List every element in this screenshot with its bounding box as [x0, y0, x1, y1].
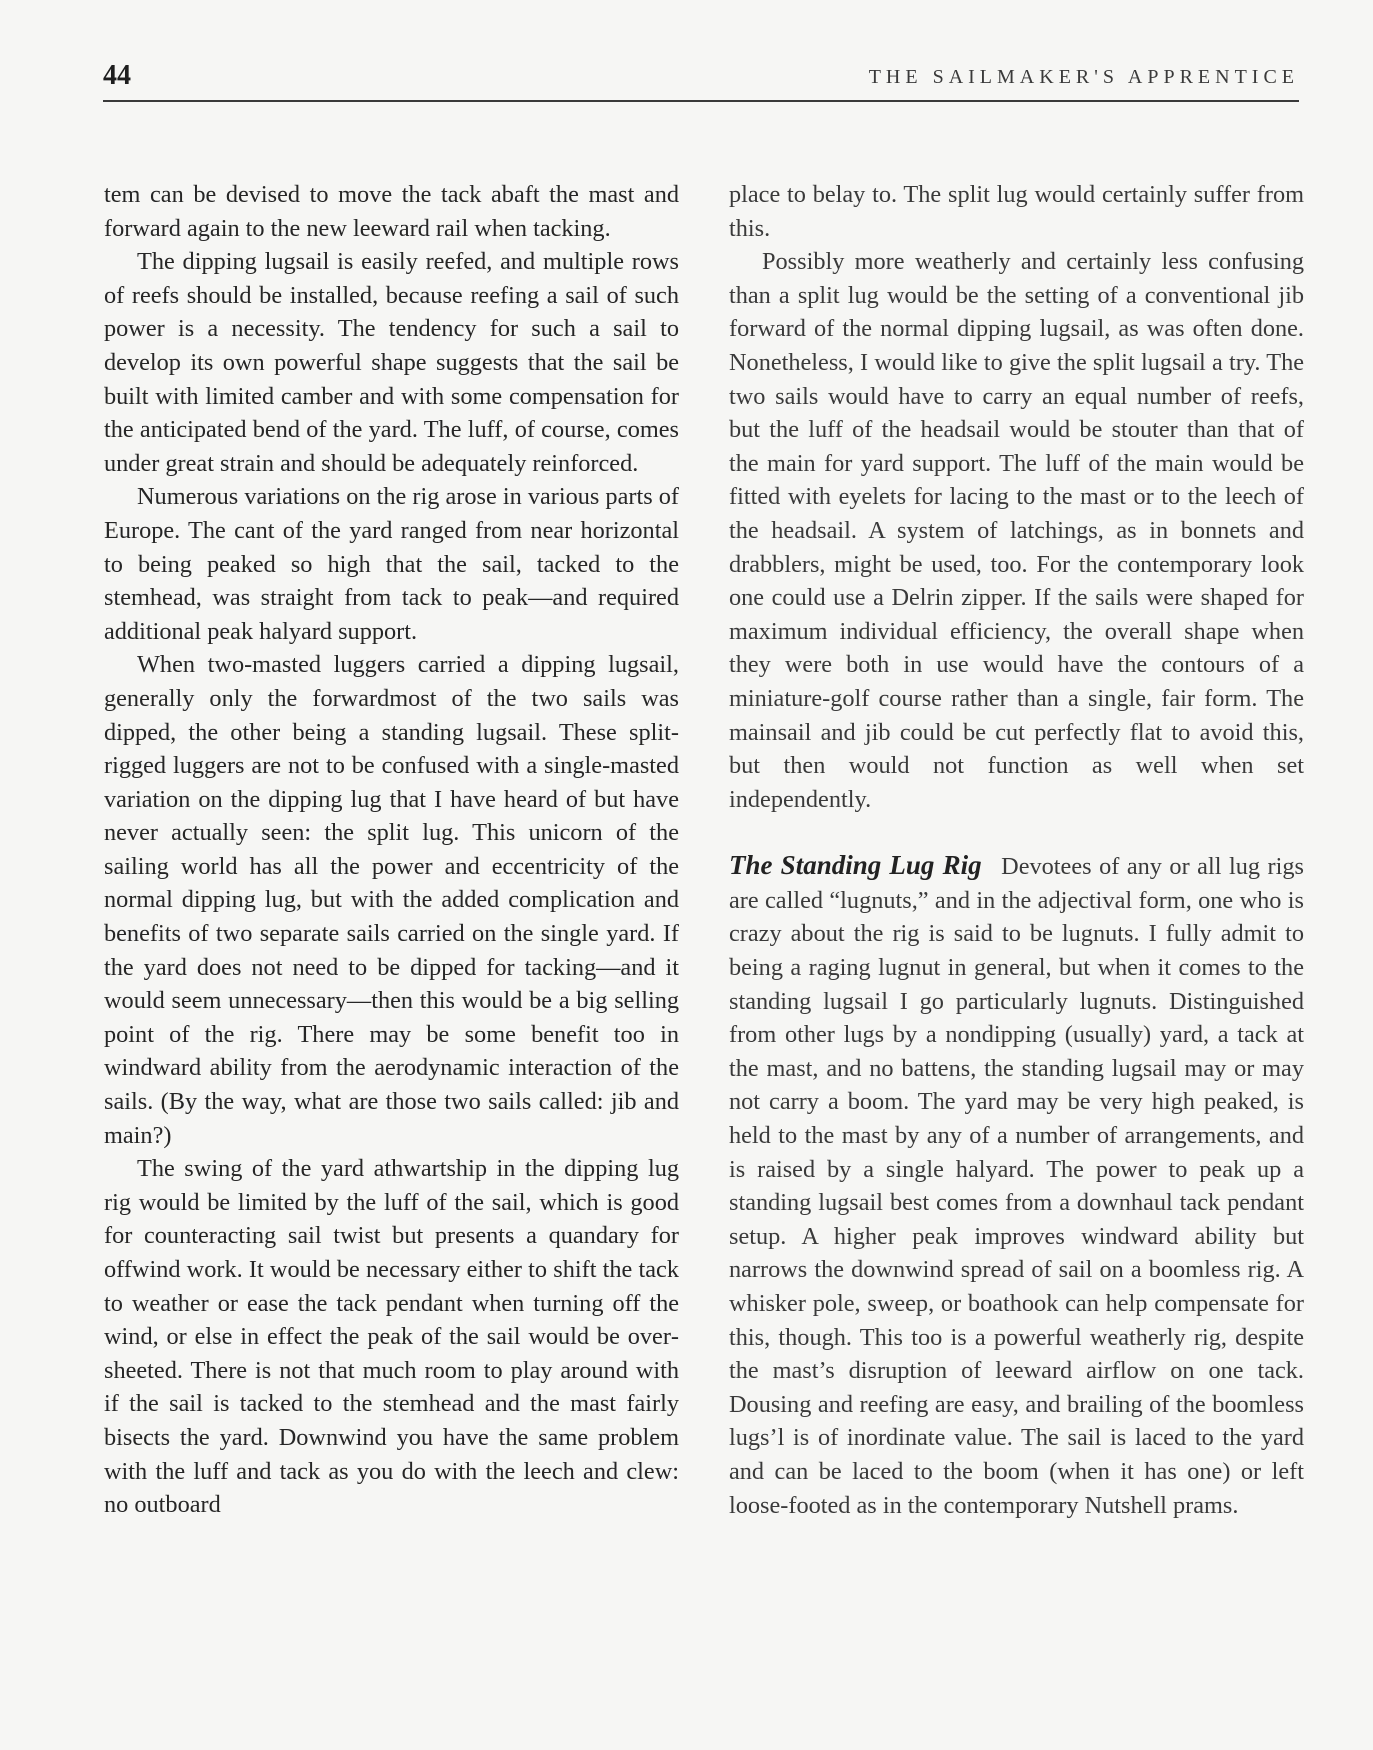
paragraph: tem can be devised to move the tack abaft the mast and forward again to the new leeward rail when tacking. [104, 181, 679, 242]
right-column [729, 178, 1304, 1522]
section-heading: The Standing Lug Rig [729, 850, 982, 881]
paragraph: The swing of the yard athwartship in the dipping lug rig would be limited by the luff of the sail, which is good for counteracting sail twist but presents a quandary for offwind work. It would be necessary either to shift the tack to weather or ease the tack pendant when turning off the wind, or else in effect the peak of the sail would be oversheeted. There is not that much room to play around with if the sail is tacked to the stemhead and the mast fairly bisects the yard. Downwind you have the same problem with the luff and tack as you do with the leech and clew: no outboard [104, 1155, 679, 1519]
left-column [104, 178, 679, 1522]
page-header [103, 52, 1299, 102]
paragraph: The dipping lugsail is easily reefed, and multiple rows of reefs should be installed, because reefing a sail of such power is a necessity. The tendency for such a sail to develop its own powerful shape suggests that the sail be built with limited camber and with some compensation for the anticipated bend of the yard. The luff, of course, comes under great strain and should be adequately reinforced. [104, 248, 679, 477]
paragraph: place to belay to. The split lug would certainly suffer from this. [729, 181, 1304, 242]
page-number: 44 [103, 60, 131, 91]
section-paragraph [729, 849, 1304, 1522]
paragraph: Numerous variations on the rig arose in various parts of Europe. The cant of the yard ranged from near horizontal to being peaked so high that the sail, tacked to the stemhead, was straight from tack to peak—and required additional peak halyard support. [104, 483, 679, 645]
running-head: THE SAILMAKER'S APPRENTICE [868, 66, 1299, 88]
paragraph: Possibly more weatherly and certainly less confusing than a split lug would be the setting of a conventional jib forward of the normal dipping lugsail, as was often done. Nonetheless, I would like to give the split lugsail a try. The two sails would have to carry an equal number of reefs, but the luff of the headsail would be stouter than that of the main for yard support. The luff of the main would be fitted with eyelets for lacing to the mast or to the leech of the headsail. A system of latchings, as in bonnets and drabblers, might be used, too. For the contemporary look one could use a Delrin zipper. If the sails were shaped for maximum individual efficiency, the overall shape when they were both in use would have the contours of a miniature-golf course rather than a single, fair form. The mainsail and jib could be cut perfectly flat to avoid this, but then would not function as well when set independently. [729, 248, 1304, 813]
paragraph: When two-masted luggers carried a dipping lugsail, generally only the forwardmost of the two sails was dipped, the other being a standing lugsail. These split-rigged luggers are not to be confused with a single-masted variation on the dipping lug that I have heard of but have never actually seen: the split lug. This unicorn of the sailing world has all the power and eccentricity of the normal dipping lug, but with the added complication and benefits of two separate sails carried on the single yard. If the yard does not need to be dipped for tacking—and it would seem unnecessary—then this would be a big selling point of the rig. There may be some benefit too in windward ability from the aerodynamic interaction of the sails. (By the way, what are those two sails called: jib and main?) [104, 651, 679, 1149]
section-text: Devotees of any or all lug rigs are called “lugnuts,” and in the adjectival form, one who is crazy about the rig is said to be lugnuts. I fully admit to being a raging lugnut in general, but when it comes to the standing lugsail I go particularly lugnuts. Distinguished from other lugs by a nondipping (usually) yard, a tack at the mast, and no battens, the standing lugsail may or may not carry a boom. The yard may be very high peaked, is held to the mast by any of a number of arrangements, and is raised by a single halyard. The power to peak up a standing lugsail best comes from a downhaul tack pendant setup. A higher peak improves windward ability but narrows the downwind spread of sail on a boomless rig. A whisker pole, sweep, or boathook can help compensate for this, though. This too is a powerful weatherly rig, despite the mast’s disruption of leeward airflow on one tack. Dousing and reefing are easy, and brailing of the boomless lugs’l is of inordinate value. The sail is laced to the yard and can be laced to the boom (when it has one) or left loose-footed as in the contemporary Nutshell prams. [729, 853, 1304, 1519]
